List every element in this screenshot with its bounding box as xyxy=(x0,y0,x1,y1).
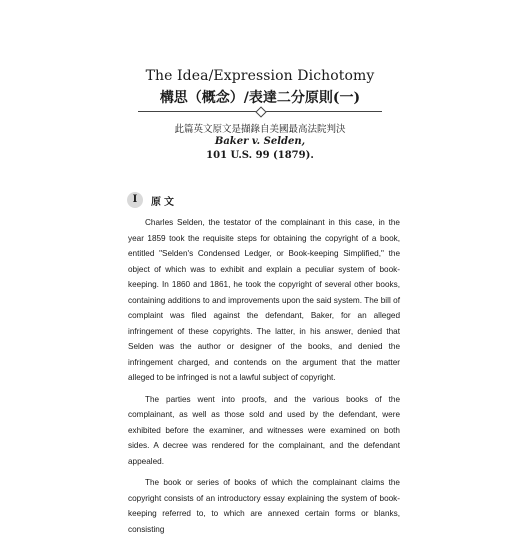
body-text xyxy=(128,215,400,543)
section-title: 原文 xyxy=(151,196,177,208)
paragraph: Charles Selden, the testator of the complainant in this case, in the year 1859 took the requisite steps for obtaining the copyright of a book, entitled "Selden's Condensed Ledger, or Book-keeping Simplified," the object of which was to exhibit and explain a peculiar system of book-keeping. In 1860 and 1861, he took the copyright of several other books, containing additions to and improvements upon the said system. The bill of complaint was filed against the defendant, Baker, for an alleged infringement of these copyrights. The latter, in his answer, denied that Selden was the author or designer of the books, and denied the infringement charged, and contends on the argument that the matter alleged to be infringed is not a lawful subject of copyright. xyxy=(128,218,400,382)
case-name: Baker v. Selden, xyxy=(214,136,306,147)
case-citation: 101 U.S. 99 (1879). xyxy=(206,150,314,161)
section-heading xyxy=(127,192,177,208)
divider-diamond-icon xyxy=(255,106,266,117)
title-divider xyxy=(138,111,382,112)
title-chinese: 構思（概念）/表達二分原則(一) xyxy=(159,90,361,106)
paragraph: The book or series of books of which the complainant claims the copyright consists of an introductory essay explaining the system of book-keeping referred to, to which are annexed certain forms or blanks, consisting xyxy=(128,478,400,534)
title-english: The Idea/Expression Dichotomy xyxy=(145,68,375,84)
section-number-badge: I xyxy=(127,192,143,208)
source-note: 此篇英文原文是擷錄自美國最高法院判決 xyxy=(174,124,346,135)
paragraph: The parties went into proofs, and the various books of the complainant, as well as those sold and used by the defendant, were exhibited before the examiner, and witnesses were examined on both sides. A decree was rendered for the complainant, and the defendant appealed. xyxy=(128,394,400,466)
